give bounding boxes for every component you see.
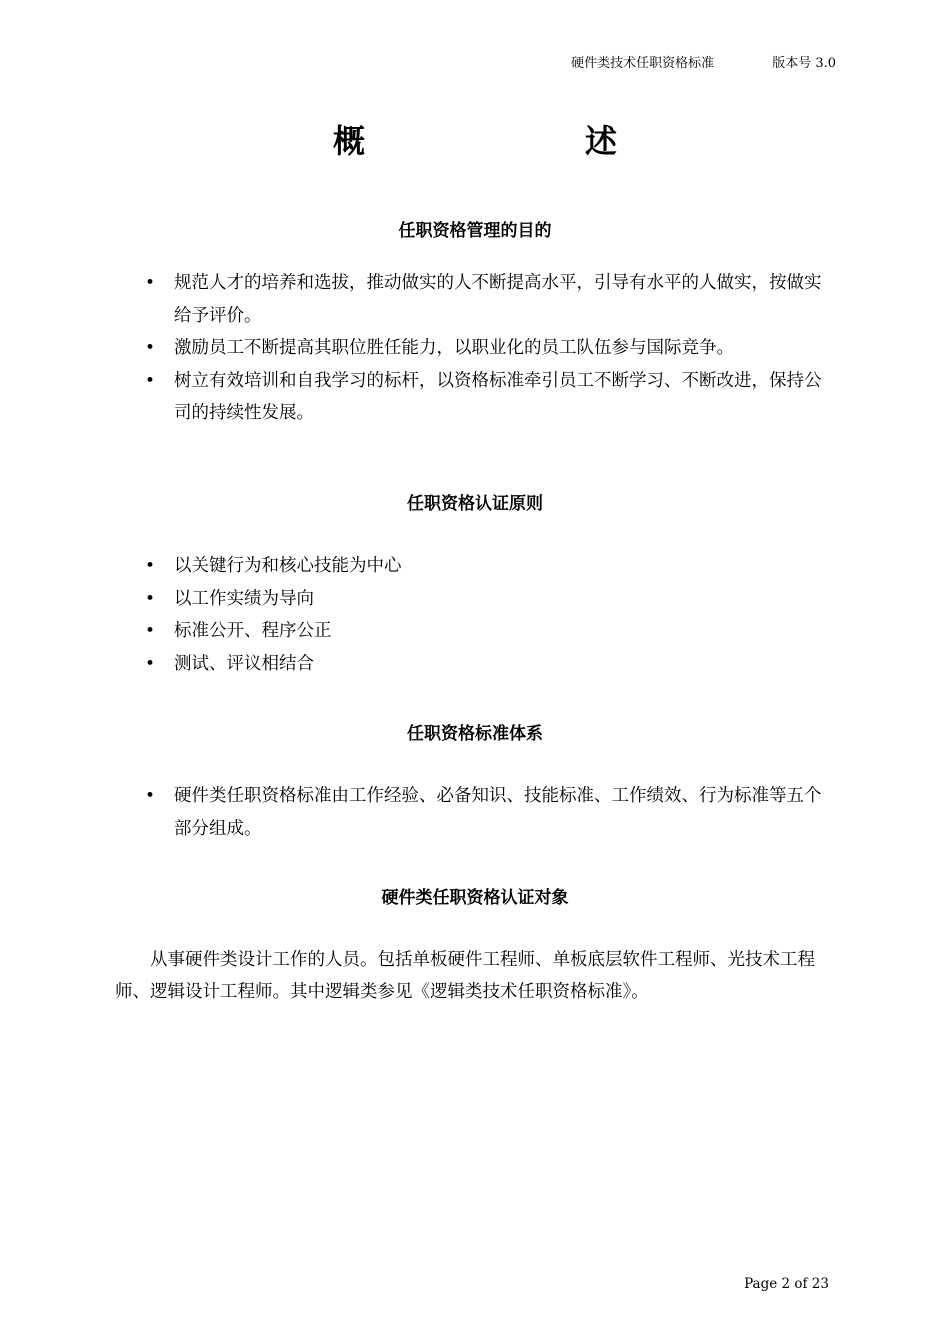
system-list bbox=[145, 780, 835, 845]
list-item: • 规范人才的培养和选拔，推动做实的人不断提高水平，引导有水平的人做实，按做实给予评价。 bbox=[145, 267, 835, 332]
section-heading-target: 硬件类任职资格认证对象 bbox=[381, 888, 569, 908]
header-version: 版本号 3.0 bbox=[772, 56, 836, 71]
list-item: • 树立有效培训和自我学习的标杆，以资格标准牵引员工不断学习、不断改进，保持公司的持续性发展。 bbox=[145, 365, 835, 430]
page-title bbox=[0, 116, 950, 162]
list-item: • 标准公开、程序公正 bbox=[145, 615, 835, 648]
purpose-list bbox=[145, 267, 835, 430]
page-title-char-2: 述 bbox=[585, 122, 618, 160]
page-header bbox=[571, 52, 836, 71]
page-title-char-1: 概 bbox=[332, 122, 365, 160]
page-number: Page 2 of 23 bbox=[744, 1276, 829, 1292]
section-heading-system: 任职资格标准体系 bbox=[407, 724, 543, 744]
list-item: • 以工作实绩为导向 bbox=[145, 583, 835, 616]
section-heading-principles: 任职资格认证原则 bbox=[407, 494, 543, 514]
list-item: • 硬件类任职资格标准由工作经验、必备知识、技能标准、工作绩效、行为标准等五个部分组成。 bbox=[145, 780, 835, 845]
section-heading-purpose: 任职资格管理的目的 bbox=[398, 221, 552, 241]
list-item: • 测试、评议相结合 bbox=[145, 648, 835, 681]
list-item: • 激励员工不断提高其职位胜任能力，以职业化的员工队伍参与国际竞争。 bbox=[145, 332, 835, 365]
principles-list bbox=[145, 550, 835, 680]
target-paragraph: 从事硬件类设计工作的人员。包括单板硬件工程师、单板底层软件工程师、光技术工程师、逻辑设计工程师。其中逻辑类参见《逻辑类技术任职资格标准》。 bbox=[115, 950, 815, 1002]
header-doc-title: 硬件类技术任职资格标准 bbox=[571, 56, 715, 71]
list-item: • 以关键行为和核心技能为中心 bbox=[145, 550, 835, 583]
